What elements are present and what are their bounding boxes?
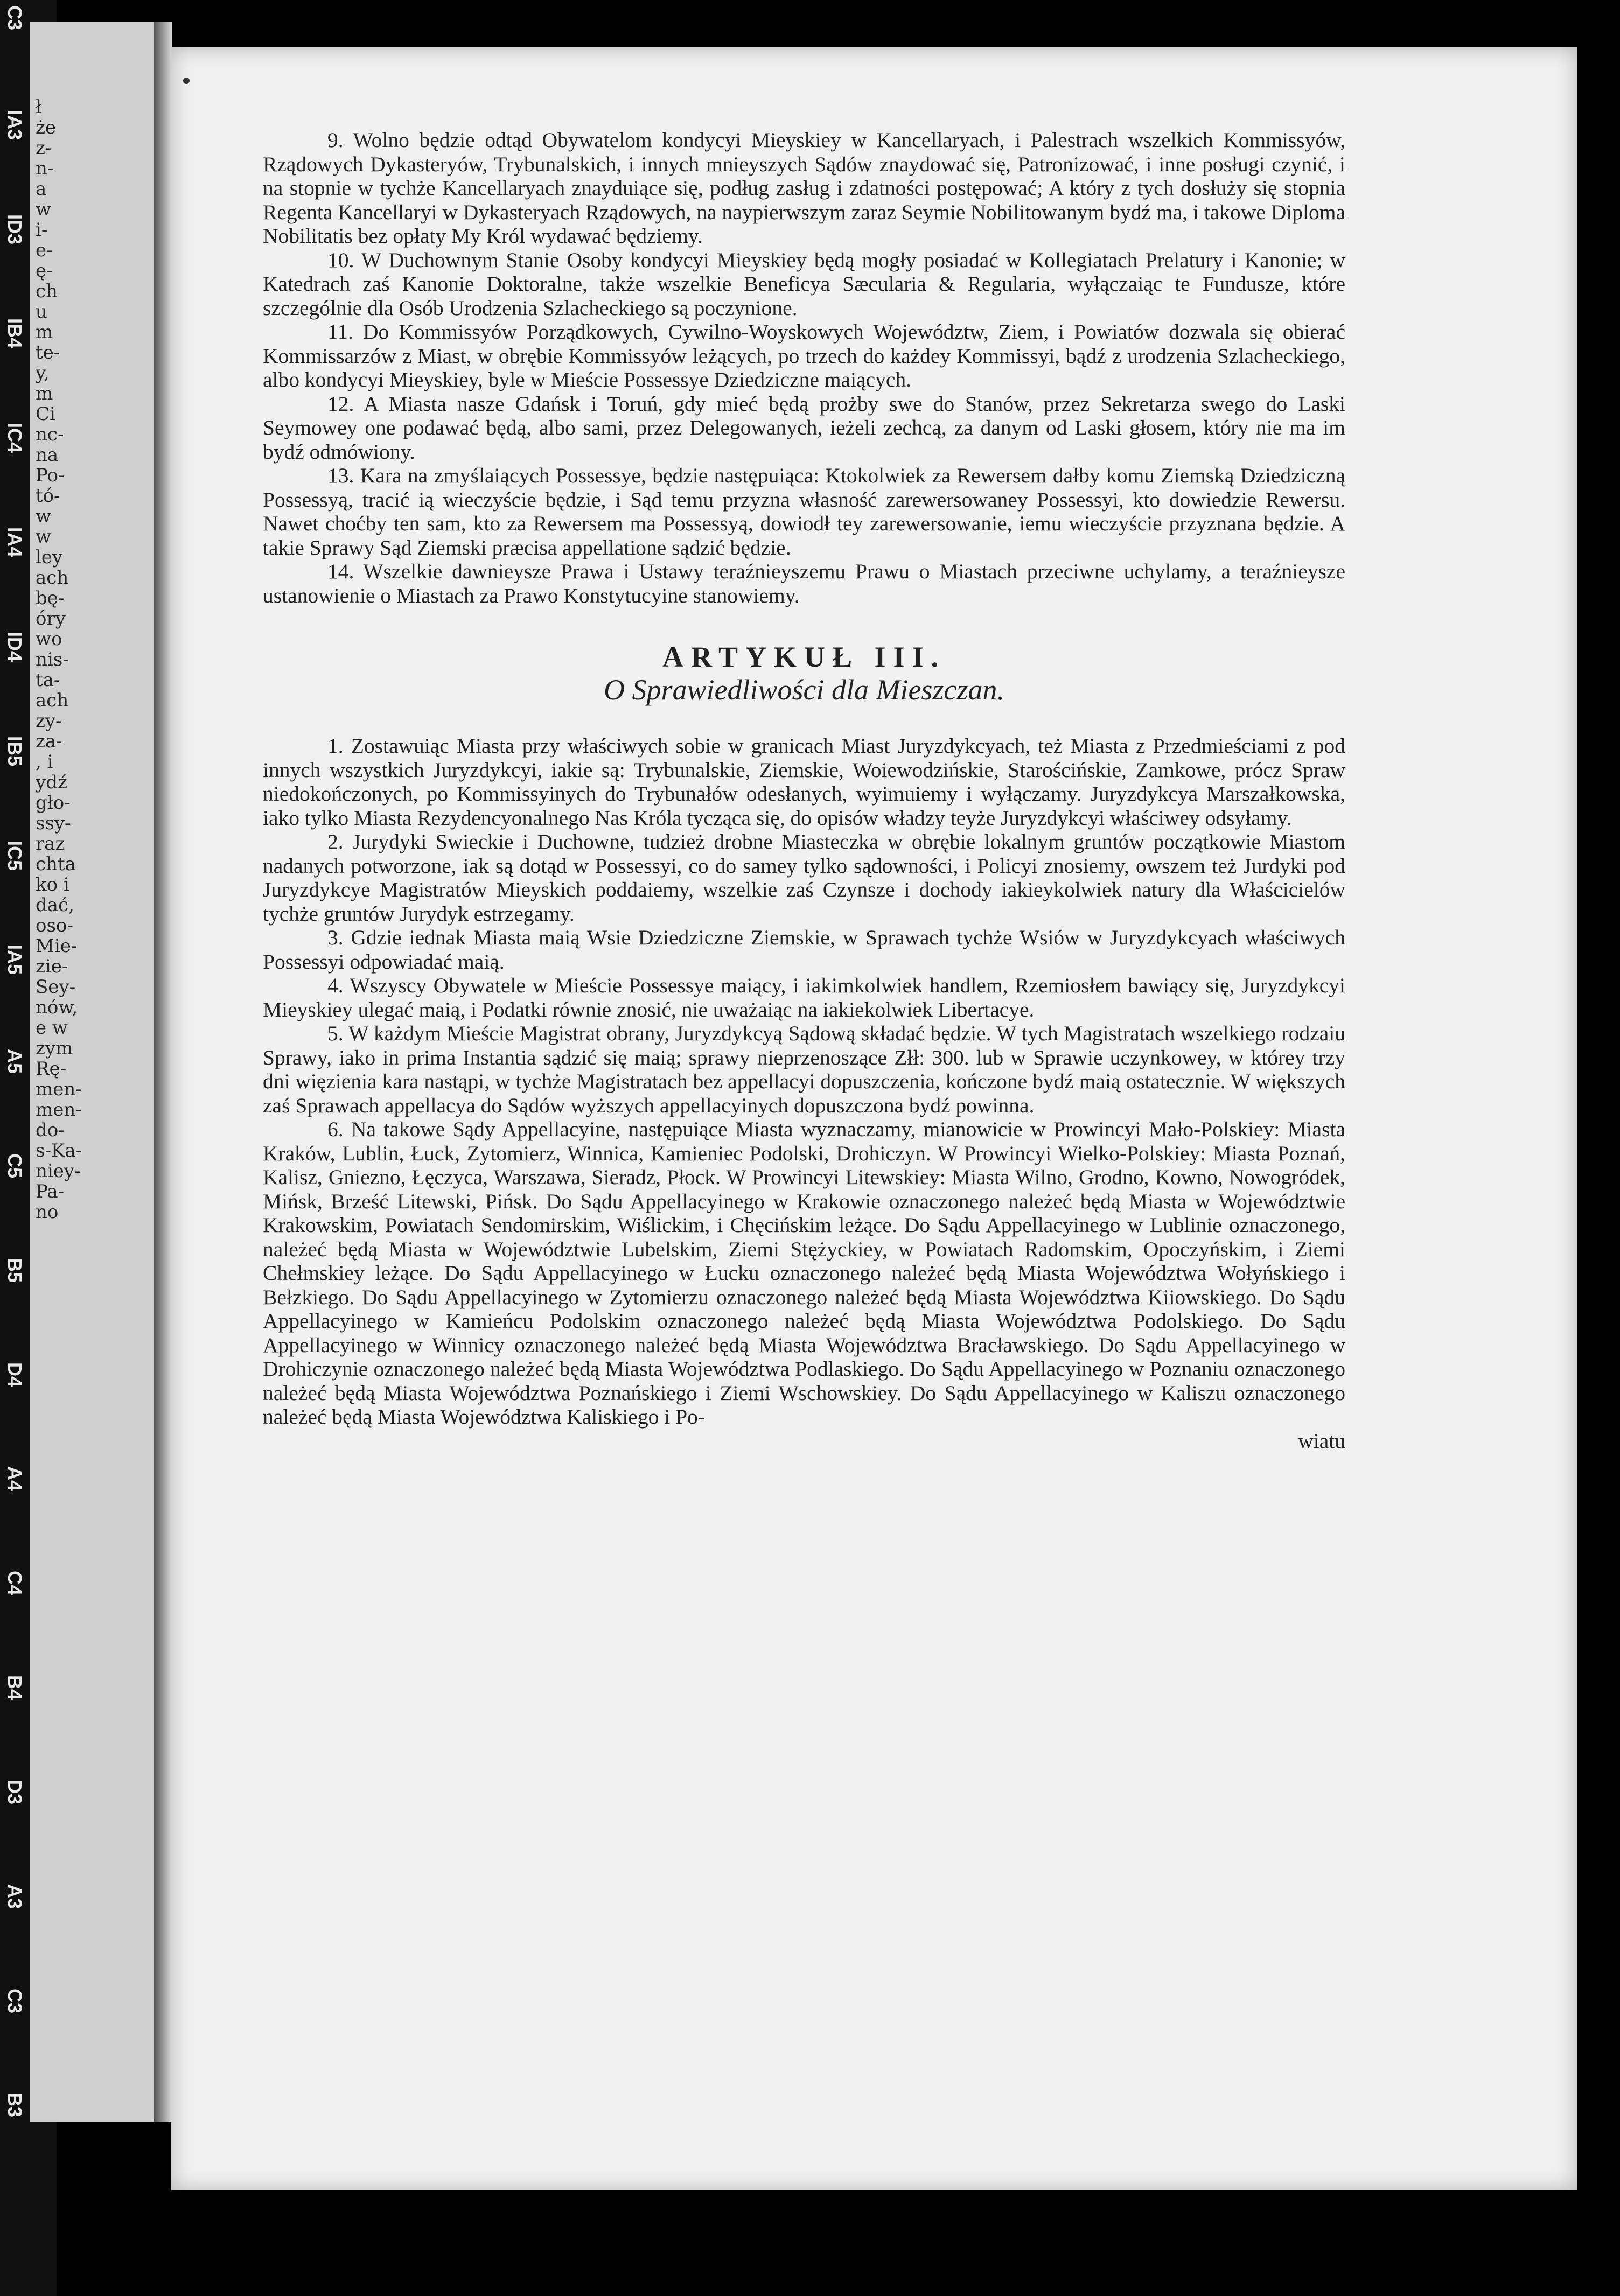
previous-page-fragment: Mie- (36, 936, 78, 956)
previous-page-fragment: wo (36, 629, 62, 649)
book-spine (154, 22, 172, 2122)
document-page (171, 47, 1577, 2190)
frame-index-label: ID3 (4, 214, 26, 245)
previous-page-fragment: ł (36, 97, 42, 117)
frame-index-label: IC4 (4, 423, 26, 453)
previous-page-fragment: zym (36, 1038, 73, 1059)
frame-index-label: IA3 (4, 110, 26, 141)
previous-page-fragment: tó- (36, 486, 60, 506)
paragraph: 4. Wszyscy Obywatele w Mieście Possessye maiący, i iakimkolwiek handlem, Rzemiosłem bawiący się, Juryzdykcyi Mieyskiey ulegać maią, i Podatki równie znosić, nie uważaiąc na iakiekolwiek Libertacye. (263, 974, 1345, 1021)
paragraph: 3. Gdzie iednak Miasta maią Wsie Dziedziczne Ziemskie, w Sprawach tychże Wsiów w Juryzdykcyach właściwych Possessyi odpowiadać maią. (263, 926, 1345, 974)
previous-page-fragment: na (36, 445, 59, 465)
previous-page-fragment: s-Ka- (36, 1140, 82, 1161)
previous-page-fragment: a (36, 179, 47, 199)
catchword: wiatu (1298, 1429, 1345, 1453)
frame-index-label: B5 (4, 1258, 26, 1283)
previous-page-fragment: gło- (36, 793, 71, 813)
frame-index-labels (4, 0, 26, 2296)
frame-index-label: D3 (4, 1780, 26, 1805)
previous-page-fragment: , i (36, 752, 53, 772)
previous-page-fragment: nc- (36, 424, 64, 445)
previous-page-fragment: y, (36, 363, 50, 383)
frame-index-label: C3 (4, 1989, 26, 2014)
previous-page-fragment: niey- (36, 1161, 81, 1181)
paragraph: 10. W Duchownym Stanie Osoby kondycyi Mieyskiey będą mogły posiadać w Kollegiatach Prelatury i Kanonie; w Katedrach zaś Kanonie Doktoralne, także wszelkie Beneficya Sæcularia & Regularia, wyłączaiąc te Fundusze, które szczególnie dla Osób Urodzenia Szlacheckiego są poczynione. (263, 248, 1345, 320)
paragraph: 13. Kara na zmyślaiących Possessye, będzie następuiąca: Ktokolwiek za Rewersem dałby komu Ziemską Dziedziczną Possessyą, tracić ią wieczyście będzie, i Sąd temu przyzna własność zarewersowaney Possessyi, kto dowiedzie Rewersu. Nawet choćby ten sam, kto za Rewersem ma Possessyą, dowiodł tey zarewersowanie, iemu wieczyście przyznana będzie. A takie Sprawy Sąd Ziemski præcisa appellatione sądzić będzie. (263, 464, 1345, 559)
frame-index-label: C4 (4, 1571, 26, 1596)
previous-page-fragment: nis- (36, 649, 69, 670)
article-subheading: O Sprawiedliwości dla Mieszczan. (604, 673, 1004, 706)
previous-page-fragment: w (36, 506, 52, 527)
previous-page-fragment: do- (36, 1120, 65, 1140)
previous-page-fragment: men- (36, 1079, 82, 1100)
previous-page-fragment: óry (36, 608, 66, 629)
previous-page-fragment: i- (36, 220, 48, 240)
previous-page-fragment: dać, (36, 895, 74, 915)
previous-page-text (36, 97, 149, 1222)
paragraph: 2. Jurydyki Swieckie i Duchowne, tudzież drobne Miasteczka w obrębie lokalnym gruntów początkowie Miastom nadanych potworzone, iak są dotąd w Possessyi, co do samey tylko sądowności, i Policyi znosiemy, owszem też Jurdyki pod Juryzdykcye Magistratów Mieyskich poddaiemy, wszelkie zaś Czynsze i dochody iakieykolwiek natury dla Właścicielów tychże gruntów Jurydyk estrzegamy. (263, 830, 1345, 926)
previous-page-fragment: zy- (36, 711, 62, 731)
frame-index-label: ID4 (4, 632, 26, 662)
frame-index-label: A3 (4, 1884, 26, 1909)
previous-page-fragment: Rę- (36, 1059, 67, 1079)
previous-page-fragment: ko i (36, 874, 69, 895)
previous-page-fragment: Po- (36, 465, 65, 486)
previous-page-fragment: bę- (36, 588, 65, 608)
previous-page-fragment: men- (36, 1100, 82, 1120)
previous-page-fragment: oso- (36, 915, 73, 936)
frame-index-label: IA4 (4, 527, 26, 558)
previous-page-fragment: n- (36, 158, 54, 179)
previous-page-edge (30, 22, 157, 2122)
frame-index-label: C5 (4, 1153, 26, 1179)
previous-page-fragment: nów, (36, 997, 78, 1018)
previous-page-fragment: ta- (36, 670, 60, 690)
frame-index-label: C3 (4, 5, 26, 31)
previous-page-fragment: Sey- (36, 977, 76, 997)
previous-page-fragment: chta (36, 854, 76, 874)
previous-page-fragment: ydź (36, 772, 67, 793)
previous-page-fragment: ch (36, 281, 58, 302)
paragraph: 11. Do Kommissyów Porządkowych, Cywilno-Woyskowych Województw, Ziem, i Powiatów dozwala się obierać Kommissarzów z Miast, w obrębie Kommissyów leżących, po trzech do każdey Kommissyi, bądź z urodzenia Szlacheckiego, albo kondycyi Mieyskiey, byle w Mieście Possessye Dziedziczne maiących. (263, 320, 1345, 391)
previous-page-fragment: m (36, 383, 53, 404)
previous-page-fragment: ssy- (36, 813, 71, 834)
frame-index-label: D4 (4, 1362, 26, 1388)
paragraph: 12. A Miasta nasze Gdańsk i Toruń, gdy mieć będą prożby swe do Stanów, przez Sekretarza swego do Laski Seymowey one podawać będą, albo sami, przez Delegowanych, ieżeli zechcą, za danym od Laski głosem, który nie ma im bydź odmówiony. (263, 391, 1345, 464)
previous-page-fragment: Pa- (36, 1181, 65, 1202)
previous-page-fragment: w (36, 527, 52, 547)
paragraph: 5. W każdym Mieście Magistrat obrany, Juryzdykcyą Sądową składać będzie. W tych Magistratach wszelkiego rodzaiu Sprawy, iako in prima Instantia sądzić się maią; sprawy nieprzenoszące Złł: 300. lub w Sprawie uczynkowey, w którey trzy dni więzienia kara nastąpi, w tychże Magistratach bez appellacyi dopuszczenia, kończone bydź maią ostatecznie. W większych zaś Sprawach appellacya do Sądów wyższych appellacyinych dopuszczona bydź powinna. (263, 1021, 1345, 1117)
frame-index-label: IB4 (4, 318, 26, 349)
previous-page-fragment: e w (36, 1018, 68, 1038)
article-heading: ARTYKUŁ III. (662, 641, 946, 673)
page-mark (183, 78, 190, 84)
frame-index-label: IB5 (4, 736, 26, 767)
previous-page-fragment: te- (36, 342, 60, 363)
previous-page-fragment: Ci (36, 404, 55, 424)
previous-page-fragment: u (36, 302, 47, 322)
paragraph: 6. Na takowe Sądy Appellacyine, następuiące Miasta wyznaczamy, mianowicie w Prowincyi Mało-Polskiey: Miasta Kraków, Lublin, Łuck, Zytomierz, Winnica, Kamieniec Podolski, Drohiczyn. W Prowincyi Wielko-Polskiey: Miasta Poznań, Kalisz, Gniezno, Łęczyca, Warszawa, Sieradz, Płock. W Prowincyi Litewskiey: Miasta Wilno, Grodno, Kowno, Nowogródek, Mińsk, Brześć Litewski, Pińsk. Do Sądu Appellacyinego w Krakowie oznaczonego należeć będą Miasta w Województwie Krakowskim, Powiatach Sendomirskim, Wiślickim, i Chęcińskim leżące. Do Sądu Appellacyinego w Lublinie oznaczonego, należeć będą Miasta w Województwie Lubelskim, Ziemi Stężyckiey, w Powiatach Radomskim, Opoczyńskim, i Ziemi Chełmskiey leżące. Do Sądu Appellacyinego w Łucku oznaczonego należeć będą Miasta Województwa Wołyńskiego i Bełzkiego. Do Sądu Appellacyinego w Zytomierzu oznaczonego należeć będą Miasta Województwa Kiiowskiego. Do Sądu Appellacyinego w Kamieńcu Podolskim oznaczonego należeć będą Miasta Województwa Podolskiego. Do Sądu Appellacyinego w Winnicy oznaczonego należeć będą Miasta Województwa Bracławskiego. Do Sądu Appellacyinego w Drohiczynie oznaczonego należeć będą Miasta Województwa Podlaskiego. Do Sądu Appellacyinego w Poznaniu oznaczonego należeć będą Miasta Województwa Poznańskiego i Ziemi Wschowskiey. Do Sądu Appellacyinego w Kaliszu oznaczonego należeć będą Miasta Województwa Kaliskiego i Po- (263, 1117, 1345, 1429)
previous-page-fragment: m (36, 322, 53, 342)
previous-page-fragment: raz (36, 834, 65, 854)
previous-page-fragment: ę- (36, 261, 53, 281)
paragraph: 1. Zostawuiąc Miasta przy właściwych sobie w granicach Miast Juryzdykcyach, też Miasta z Przedmieściami z pod innych wszystkich Juryzdykcyi, iakie są: Trybunalskie, Ziemskie, Woiewodzińskie, Starościńskie, Zamkowe, prócz Spraw niedokończonych, po Kommissyinych do Trybunałów odesłanych, wyimuiemy i wyłączamy. Juryzdykcya Marszałkowska, iako tylko Miasta Rezydencyonalnego Nas Króla tycząca się, do opisów władzy teyże Juryzdykcyi właściwey odsyłamy. (263, 734, 1345, 830)
page-text (263, 128, 1345, 1453)
paragraph: 14. Wszelkie dawnieysze Prawa i Ustawy teraźnieyszemu Prawu o Miastach przeciwne uchylamy, a teraźnieysze ustanowienie o Miastach za Prawo Konstytucyine stanowiemy. (263, 559, 1345, 607)
previous-page-fragment: w (36, 199, 52, 220)
previous-page-fragment: zie- (36, 956, 68, 977)
previous-page-fragment: ley (36, 547, 63, 568)
frame-index-label: B3 (4, 2092, 26, 2118)
previous-page-fragment: że (36, 117, 57, 138)
frame-index-label: A4 (4, 1466, 26, 1492)
frame-index-label: IA5 (4, 944, 26, 975)
frame-index-label: A5 (4, 1049, 26, 1074)
previous-page-fragment: no (36, 1202, 59, 1222)
previous-page-fragment: za- (36, 731, 62, 752)
frame-index-label: IC5 (4, 841, 26, 871)
previous-page-fragment: ach (36, 690, 69, 711)
previous-page-fragment: z- (36, 138, 52, 158)
previous-page-fragment: ach (36, 568, 69, 588)
paragraph: 9. Wolno będzie odtąd Obywatelom kondycyi Mieyskiey w Kancellaryach, i Palestrach wszelkich Kommissyów, Rządowych Dykasteryów, Trybunalskich, i innych mnieyszych Sądów znaydować się, Patronizować, i inne posługi czynić, i na stopnie w tychże Kancellaryach znayduiące się, podług zasług i zdatności postępować; A który z tych dosłuży się stopnia Regenta Kancellaryi w Dykasteryach Rządowych, na naypierwszym zaraz Seymie Nobilitowanym bydź ma, i takowe Diploma Nobilitatis bez opłaty My Król wydawać będziemy. (263, 128, 1345, 248)
previous-page-fragment: e- (36, 240, 53, 261)
frame-index-label: B4 (4, 1675, 26, 1700)
